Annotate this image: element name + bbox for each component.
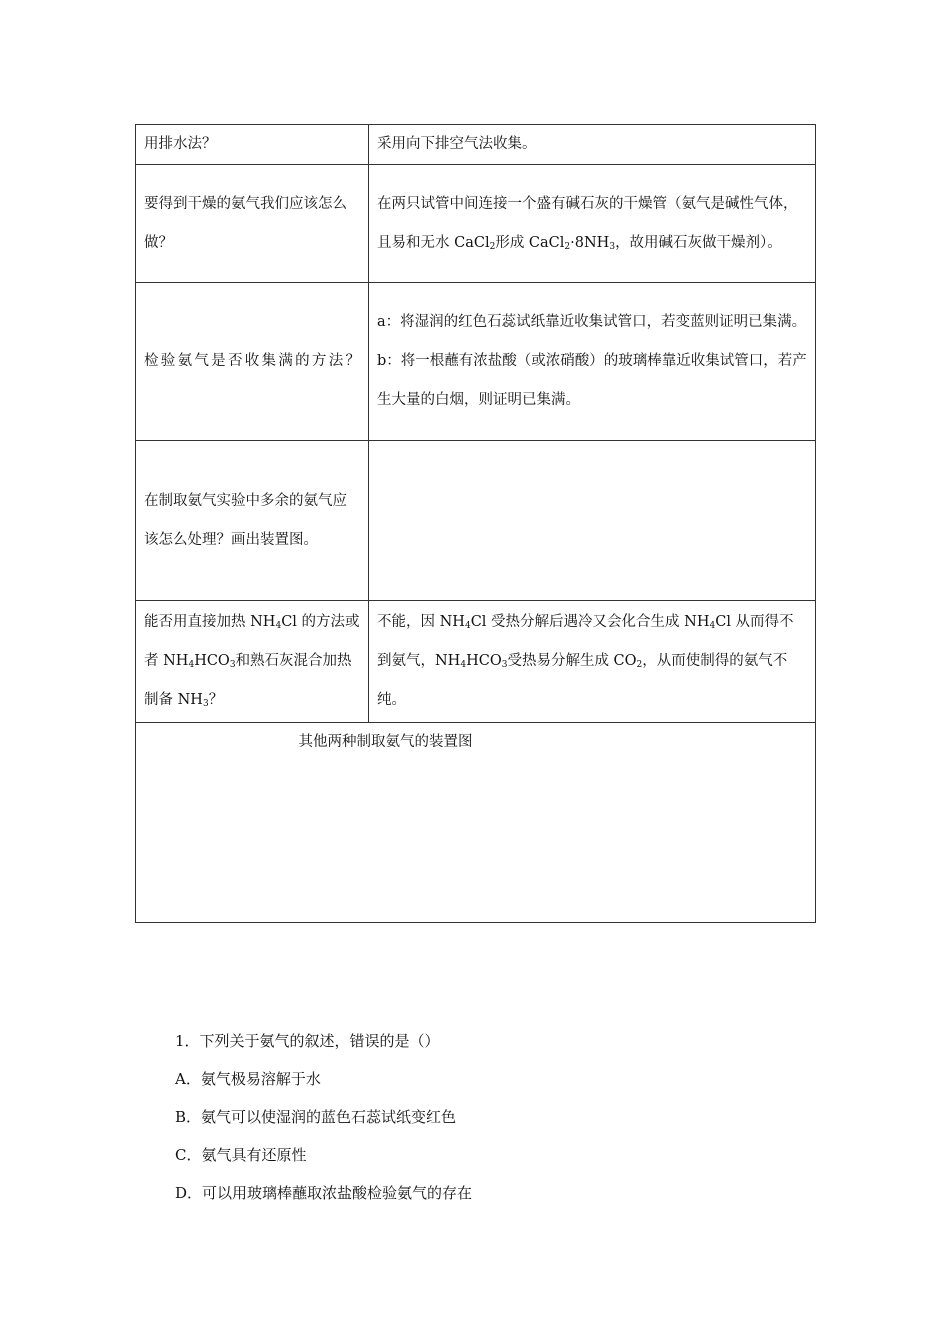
table-row bbox=[136, 441, 816, 601]
answer-item-b: b：将一根蘸有浓盐酸（或浓硝酸）的玻璃棒靠近收集试管口，若产生大量的白烟，则证明已集满。 bbox=[377, 353, 807, 408]
subscript: 4 bbox=[460, 660, 467, 670]
table-row bbox=[136, 165, 816, 283]
answer-text: HCO bbox=[466, 653, 502, 669]
question-cell bbox=[136, 601, 369, 723]
question-stem: 1．下列关于氨气的叙述，错误的是（） bbox=[175, 1032, 440, 1050]
subscript: 2 bbox=[489, 241, 496, 252]
answer-text: 受热易分解生成 CO bbox=[507, 653, 637, 669]
answer-cell bbox=[369, 601, 816, 723]
subscript: 4 bbox=[188, 660, 195, 670]
footer-cell bbox=[136, 723, 816, 923]
answer-cell bbox=[369, 165, 816, 283]
subscript: 3 bbox=[609, 241, 616, 252]
answer-cell bbox=[369, 283, 816, 441]
answer-cell: 采用向下排空气法收集。 bbox=[369, 125, 816, 165]
answer-text: 不能，因 NH bbox=[377, 614, 465, 630]
table-row bbox=[136, 125, 816, 165]
subscript: 2 bbox=[564, 241, 571, 252]
answer-item-a: a：将湿润的红色石蕊试纸靠近收集试管口，若变蓝则证明已集满。 bbox=[377, 314, 807, 330]
question-block bbox=[175, 1022, 472, 1212]
option-c: C．氨气具有还原性 bbox=[175, 1146, 307, 1164]
subscript: 2 bbox=[636, 660, 643, 670]
answer-text: Cl 受热分解后遇冷又会化合生成 NH bbox=[470, 614, 710, 630]
question-cell: 在制取氨气实验中多余的氨气应该怎么处理？画出装置图。 bbox=[136, 441, 369, 601]
table-footer-row bbox=[136, 723, 816, 923]
answer-text: 在两只试管中间连接一个盛有碱石灰的干燥管（氨气是碱性气体，且易和无水 CaCl bbox=[377, 195, 798, 251]
question-cell: 用排水法？ bbox=[136, 125, 369, 165]
answer-text: ，故用碱石灰做干燥剂）。 bbox=[615, 234, 782, 251]
question-text: HCO bbox=[194, 653, 230, 669]
option-a: A．氨气极易溶解于水 bbox=[175, 1070, 321, 1088]
question-cell bbox=[136, 283, 369, 441]
table-row bbox=[136, 601, 816, 723]
answer-text: ，从而使制得的氨气不纯。 bbox=[377, 653, 788, 708]
answer-text: ·8NH bbox=[570, 234, 610, 251]
content-table bbox=[135, 124, 816, 923]
option-d: D．可以用玻璃棒蘸取浓盐酸检验氨气的存在 bbox=[175, 1184, 473, 1202]
answer-text: 形成 CaCl bbox=[495, 234, 565, 251]
footer-caption: 其他两种制取氨气的装置图 bbox=[298, 734, 473, 750]
subscript: 4 bbox=[709, 621, 716, 631]
question-cell: 要得到干燥的氨气我们应该怎么做？ bbox=[136, 165, 369, 283]
subscript: 4 bbox=[275, 621, 282, 631]
answer-text: Cl 从而得不到氨气，NH bbox=[377, 614, 794, 669]
subscript: 3 bbox=[202, 699, 209, 709]
option-b: B．氨气可以使湿润的蓝色石蕊试纸变红色 bbox=[175, 1108, 457, 1126]
subscript: 3 bbox=[229, 660, 236, 670]
subscript: 4 bbox=[464, 621, 471, 631]
answer-cell-blank bbox=[369, 441, 816, 601]
question-text: 能否用直接加热 NH bbox=[144, 614, 276, 630]
question-text: ？ bbox=[208, 692, 224, 708]
question-text: Cl 的方法或者 NH bbox=[144, 614, 360, 669]
question-text: 和熟石灰混合加热制备 NH bbox=[144, 653, 352, 708]
subscript: 3 bbox=[501, 660, 508, 670]
question-text: 检验氨气是否收集满的方法？ bbox=[144, 353, 360, 369]
table-row bbox=[136, 283, 816, 441]
